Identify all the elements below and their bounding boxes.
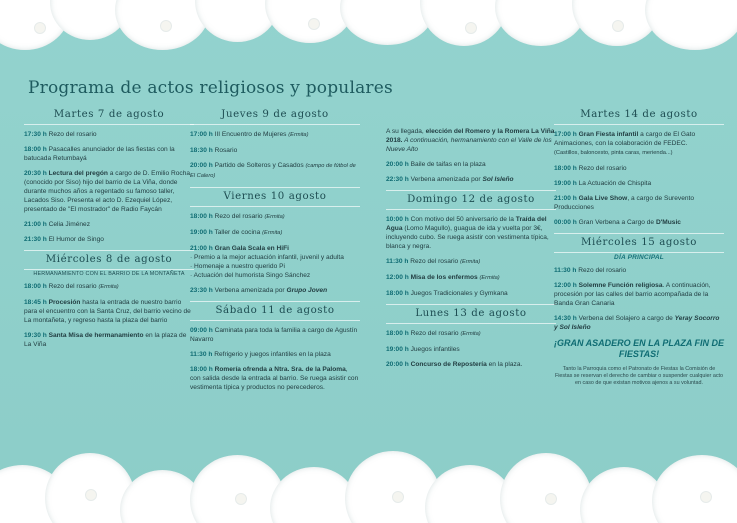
- event-item: 20:00 h Concurso de Repostería en la plaza.: [386, 361, 523, 368]
- day-heading: Viernes 10 agosto: [190, 187, 360, 207]
- event-item: 11:30 h Refrigerio y juegos infantiles en la plaza: [190, 351, 331, 358]
- column-4: [554, 106, 724, 387]
- event-item: 14:30 h Verbena del Solajero a cargo de Yeray Socorro y Sol Isleño: [554, 315, 720, 331]
- event-item: 18:00 h Rezo del rosario (Ermita): [386, 330, 481, 337]
- top-flower-border: [0, 0, 737, 58]
- event-item: 19:00 h Taller de cocina (Ermita): [190, 229, 283, 236]
- event-item: 11:30 h Rezo del rosario (Ermita): [386, 258, 481, 265]
- event-item: 18:00 h Romería ofrenda a Ntra. Sra. de la Paloma, con salida desde la entrada al barrio. Se ruega asistir con vestimenta típica y productos no perecederos.: [190, 366, 359, 391]
- event-item: 12:00 h Solemne Función religiosa. A continuación, procesión por las calles del barrio acompañada de la Banda Gran Canaria: [554, 282, 711, 307]
- event-item: 18:00 h Rezo del rosario: [554, 165, 627, 172]
- event-item: 19:00 h La Actuación de Chispita: [554, 180, 652, 187]
- event-item: 21:30 h El Humor de Singo: [24, 236, 104, 243]
- event-intro: A su llegada, elección del Romero y la Romera La Viña 2018. A continuación, hermanamiento con el Valle de los Nueve Alto: [386, 128, 555, 153]
- day-subtitle: HERMANAMIENTO CON EL BARRIO DE LA MONTAÑETA: [33, 271, 185, 277]
- day-heading: Lunes 13 de agosto: [386, 304, 556, 324]
- column-1: [24, 106, 194, 355]
- event-item: 12:00 h Misa de los enfermos (Ermita): [386, 274, 500, 281]
- day-heading: Sábado 11 de agosto: [190, 301, 360, 321]
- event-item: 20:30 h Lectura del pregón a cargo de D. Emilio Rocha, (conocido por Siso) hijo del barrio de La Viña, donde durante muchos años a regentado su famoso taller, Lacados Siso. Presenta el acto D. Ezequiel López, presentado de "El mostrador" de Radio Faycán: [24, 170, 192, 213]
- event-item: 19:30 h Santa Misa de hermanamiento en la plaza de La Viña: [24, 332, 187, 348]
- day-heading: Domingo 12 de agosto: [386, 190, 556, 210]
- event-item: 21:00 h Gala Live Show, a cargo de Surevento Producciones: [554, 195, 695, 211]
- event-item: 17:00 h Gran Fiesta infantil a cargo de El Gato Animaciones, con la colaboración de FEDEC. (Castillos, baloncesto, pinta caras, merienda...): [554, 131, 696, 156]
- event-item: 22:30 h Verbena amenizada por Sol Isleño: [386, 176, 514, 183]
- event-item: 17:30 h Rezo del rosario: [24, 131, 97, 138]
- event-item: 18:00 h Pasacalles anunciador de las fiestas con la batucada Retumbayá: [24, 146, 175, 162]
- event-item: 17:00 h III Encuentro de Mujeres (Ermita): [190, 131, 309, 138]
- event-item: 09:00 h Caminata para toda la familia a cargo de Agustín Navarro: [190, 327, 358, 343]
- event-item: 21:00 h Celia Jiménez: [24, 221, 90, 228]
- event-item: 18:00 h Rezo del rosario (Ermita): [190, 213, 285, 220]
- event-item: 20:00 h Baile de taifas en la plaza: [386, 161, 486, 168]
- day-heading: Jueves 9 de agosto: [190, 106, 360, 125]
- column-2: [190, 106, 360, 398]
- day-subtitle: DÍA PRINCIPAL: [614, 254, 664, 261]
- event-item: 21:00 h Gran Gala Scala en HiFi · Premio a la mejor actuación infantil, juvenil y adulta · Homenaje a nuestro querido Pi · Actuación del humorista Singo Sánchez: [190, 245, 344, 279]
- event-item: 20:00 h Partido de Solteros y Casados (campo de fútbol de El Calero): [190, 162, 356, 179]
- day-heading: Miércoles 15 agosto: [554, 233, 724, 253]
- bottom-flower-border: [0, 445, 737, 523]
- day-heading: Miércoles 8 de agosto: [24, 250, 194, 270]
- disclaimer-text: Tanto la Parroquia como el Patronato de Fiestas la Comisión de Fiestas se reservan el derecho de cambiar o suspender cualquier acto en caso de que existan motivos ajenos a su voluntad.: [554, 366, 724, 386]
- page-title: Programa de actos religiosos y populares: [28, 78, 393, 98]
- event-item: 18:00 h Juegos Tradicionales y Gymkana: [386, 290, 508, 297]
- event-item: 00:00 h Gran Verbena a Cargo de D'Music: [554, 219, 681, 226]
- day-heading: Martes 14 de agosto: [554, 106, 724, 125]
- day-heading: Martes 7 de agosto: [24, 106, 194, 125]
- event-item: 18:00 h Rezo del rosario (Ermita): [24, 283, 119, 290]
- event-item: 18:45 h Procesión hasta la entrada de nuestro barrio para el encuentro con la Santa Cruz, del barrio vecino de La montañeta, y regreso hasta la plaza del barrio: [24, 299, 191, 324]
- finale-banner: ¡GRAN ASADERO EN LA PLAZA FIN DE FIESTAS!: [554, 338, 724, 359]
- event-item: 19:00 h Juegos infantiles: [386, 346, 460, 353]
- event-item: 11:30 h Rezo del rosario: [554, 267, 627, 274]
- event-item: 10:00 h Con motivo del 50 aniversario de la Traída del Agua (Lomo Magullo), guagua de ida y vuelta por 3€, incluyendo cubo. Se ruega asistir con vestimenta típica, blanca y negra.: [386, 216, 549, 250]
- event-item: 18:30 h Rosario: [190, 147, 238, 154]
- column-3: [386, 127, 556, 375]
- event-item: 23:30 h Verbena amenizada por Grupo Joven: [190, 287, 328, 294]
